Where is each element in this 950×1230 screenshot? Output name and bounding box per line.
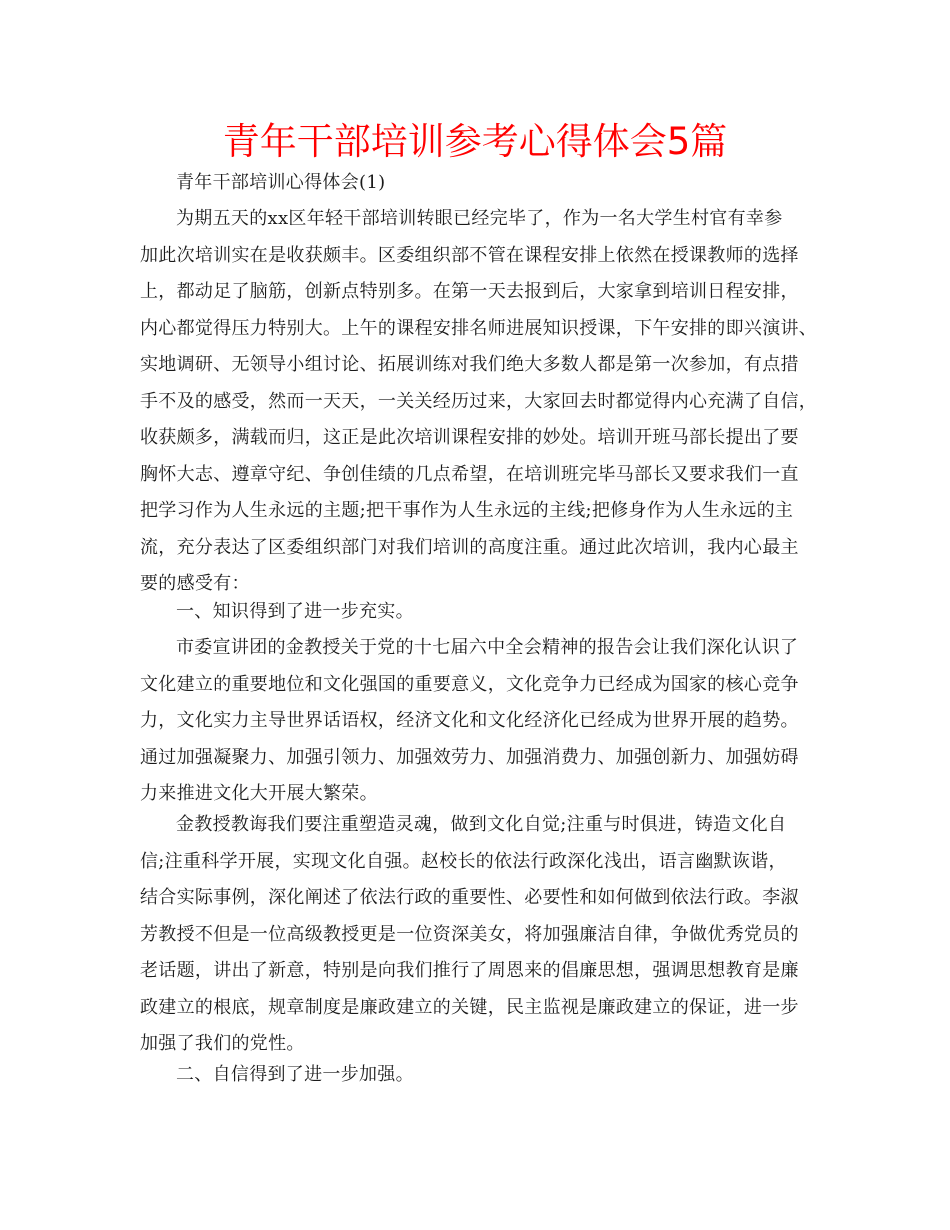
paragraph-3 bbox=[140, 807, 820, 1063]
paragraph-line: 通过加强凝聚力、加强引领力、加强效劳力、加强消费力、加强创新力、加强妨碍 bbox=[140, 746, 799, 768]
paragraph-2 bbox=[140, 630, 820, 813]
document-subtitle bbox=[140, 165, 820, 202]
paragraph-line: 结合实际事例，深化阐述了依法行政的重要性、必要性和如何做到依法行政。李淑 bbox=[140, 887, 799, 908]
section-heading-1 bbox=[140, 594, 820, 631]
paragraph-line: 要的感受有： bbox=[140, 573, 250, 594]
paragraph-line: 实地调研、无领导小组讨论、拓展训练对我们绝大多数人都是第一次参加，有点措 bbox=[140, 354, 799, 375]
paragraph-line: 加此次培训实在是收获颇丰。区委组织部不管在课程安排上依然在授课教师的选择 bbox=[140, 244, 799, 266]
paragraph-1 bbox=[140, 201, 820, 603]
paragraph-line: 政建立的根底，规章制度是廉政建立的关键，民主监视是廉政建立的保证，进一步 bbox=[140, 996, 799, 1018]
paragraph-line: 加强了我们的党性。 bbox=[140, 1033, 305, 1054]
paragraph-line: 流，充分表达了区委组织部门对我们培训的高度注重。通过此次培训，我内心最主 bbox=[140, 536, 799, 558]
paragraph-line: 市委宣讲团的金教授关于党的十七届六中全会精神的报告会让我们深化认识了 bbox=[176, 637, 799, 658]
paragraph-line: 内心都觉得压力特别大。上午的课程安排名师进展知识授课，下午安排的即兴演讲、 bbox=[140, 317, 818, 339]
paragraph-line: 力，文化实力主导世界话语权，经济文化和文化经济化已经成为世界开展的趋势。 bbox=[140, 710, 799, 731]
heading-line: 二、自信得到了进一步加强。 bbox=[176, 1064, 414, 1085]
subtitle-line: 青年干部培训心得体会(1) bbox=[176, 172, 386, 193]
paragraph-line: 把学习作为人生永远的主题;把干事作为人生永远的主线;把修身作为人生永远的主 bbox=[140, 500, 794, 521]
paragraph-line: 文化建立的重要地位和文化强国的重要意义，文化竞争力已经成为国家的核心竞争 bbox=[140, 673, 799, 695]
paragraph-line: 胸怀大志、遵章守纪、争创佳绩的几点希望，在培训班完毕马部长又要求我们一直 bbox=[140, 463, 799, 485]
paragraph-line: 力来推进文化大开展大繁荣。 bbox=[140, 783, 378, 804]
section-heading-2 bbox=[140, 1057, 820, 1094]
document-title: 青年干部培训参考心得体会5篇 bbox=[222, 120, 728, 163]
paragraph-line: 收获颇多，满载而归，这正是此次培训课程安排的妙处。培训开班马部长提出了要 bbox=[140, 427, 799, 448]
heading-line: 一、知识得到了进一步充实。 bbox=[176, 601, 414, 622]
paragraph-line: 芳教授不但是一位高级教授更是一位资深美女，将加强廉洁自律，争做优秀党员的 bbox=[140, 923, 799, 945]
paragraph-line: 老话题，讲出了新意，特别是向我们推行了周恩来的倡廉思想，强调思想教育是廉 bbox=[140, 960, 799, 981]
paragraph-line: 金教授教诲我们要注重塑造灵魂，做到文化自觉;注重与时俱进，铸造文化自 bbox=[176, 814, 787, 835]
paragraph-line: 手不及的感受，然而一天天，一关关经历过来，大家回去时都觉得内心充满了自信， bbox=[140, 390, 818, 412]
paragraph-line: 为期五天的xx区年轻干部培训转眼已经完毕了，作为一名大学生村官有幸参 bbox=[176, 208, 783, 229]
paragraph-line: 信;注重科学开展，实现文化自强。赵校长的依法行政深化浅出，语言幽默诙谐， bbox=[140, 850, 787, 872]
paragraph-line: 上，都动足了脑筋，创新点特别多。在第一天去报到后，大家拿到培训日程安排， bbox=[140, 281, 799, 302]
